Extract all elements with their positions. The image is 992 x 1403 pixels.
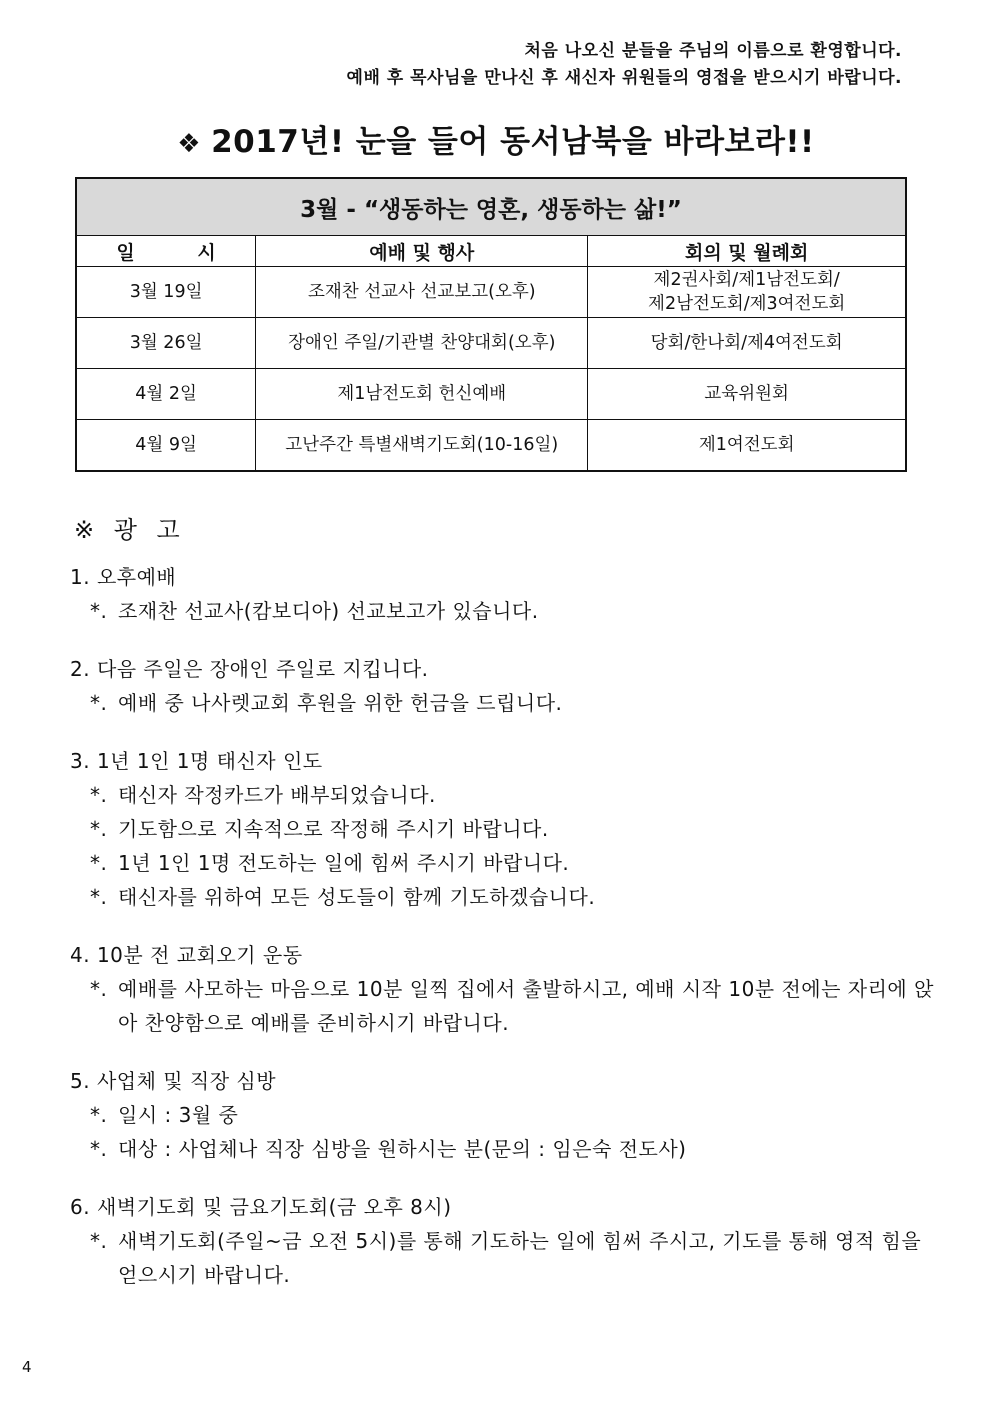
announcement-text: 예배 중 나사렛교회 후원을 위한 헌금을 드립니다. (118, 691, 563, 715)
announcement-line (70, 686, 940, 720)
row-meeting: 제1여전도회 (588, 420, 906, 472)
row-event: 제1남전도회 헌신예배 (256, 369, 588, 420)
announcement-item (70, 1190, 940, 1292)
bullet-marker: *. (90, 1103, 108, 1127)
schedule-month-title: 3월 - “생동하는 영혼, 생동하는 삶!” (76, 178, 906, 236)
announcement-text: 예배를 사모하는 마음으로 10분 일찍 집에서 출발하시고, 예배 시작 10분 전에는 자리에 앉아 찬양함으로 예배를 준비하시기 바랍니다. (118, 977, 934, 1035)
row-event: 장애인 주일/기관별 찬양대회(오후) (256, 318, 588, 369)
schedule-table (75, 177, 907, 472)
announcement-item (70, 1064, 940, 1166)
announcement-title: 1. 오후예배 (70, 565, 177, 589)
header-meeting: 회의 및 월례회 (588, 236, 906, 267)
bullet-marker: *. (90, 1229, 108, 1253)
row-meeting (588, 267, 906, 318)
announcement-line (70, 778, 940, 812)
schedule-month-row (76, 178, 906, 236)
row-date: 4월 2일 (76, 369, 256, 420)
announcement-title: 6. 새벽기도회 및 금요기도회(금 오후 8시) (70, 1195, 452, 1219)
bullet-marker: *. (90, 851, 108, 875)
announcement-text: 일시 : 3월 중 (118, 1103, 239, 1127)
announcement-item (70, 652, 940, 720)
announcement-item (70, 744, 940, 914)
bullet-marker: *. (90, 977, 108, 1001)
page-number: 4 (22, 1358, 32, 1376)
announcement-title: 5. 사업체 및 직장 심방 (70, 1069, 277, 1093)
row-meeting-line-1: 제2권사회/제1남전도회/ (653, 270, 840, 290)
announcements-list (70, 560, 940, 1316)
announcement-title: 3. 1년 1인 1명 태신자 인도 (70, 749, 323, 773)
announcement-line (70, 1132, 940, 1166)
headline-text: 2017년! 눈을 들어 동서남북을 바라보라!! (211, 124, 815, 160)
announcement-title: 4. 10분 전 교회오기 운동 (70, 943, 303, 967)
header-event: 예배 및 행사 (256, 236, 588, 267)
announcement-item (70, 938, 940, 1040)
table-row (76, 369, 906, 420)
table-row (76, 420, 906, 472)
table-row (76, 267, 906, 318)
header-date: 일 시 (76, 236, 256, 267)
announcement-text: 1년 1인 1명 전도하는 일에 힘써 주시기 바랍니다. (118, 851, 570, 875)
bullet-marker: *. (90, 1137, 108, 1161)
row-meeting: 당회/한나회/제4여전도회 (588, 318, 906, 369)
announcement-line (70, 880, 940, 914)
row-date: 4월 9일 (76, 420, 256, 472)
diamond-bullet-icon: ❖ (177, 129, 202, 159)
announcement-line (70, 846, 940, 880)
row-event: 고난주간 특별새벽기도회(10-16일) (256, 420, 588, 472)
bullet-marker: *. (90, 691, 108, 715)
bullet-marker: *. (90, 817, 108, 841)
announcement-line (70, 812, 940, 846)
page-headline (0, 116, 992, 161)
welcome-notice (347, 38, 902, 92)
welcome-line-2: 예배 후 목사님을 만나신 후 새신자 위원들의 영접을 받으시기 바랍니다. (346, 68, 902, 88)
announcement-title: 2. 다음 주일은 장애인 주일로 지킵니다. (70, 657, 429, 681)
schedule-header-row (76, 236, 906, 267)
announcement-text: 조재찬 선교사(캄보디아) 선교보고가 있습니다. (118, 599, 539, 623)
announcement-text: 태신자 작정카드가 배부되었습니다. (118, 783, 436, 807)
table-row (76, 318, 906, 369)
announcements-title: ※ 광 고 (74, 516, 186, 544)
bullet-marker: *. (90, 885, 108, 909)
announcement-text: 대상 : 사업체나 직장 심방을 원하시는 분(문의 : 임은숙 전도사) (118, 1137, 687, 1161)
bullet-marker: *. (90, 783, 108, 807)
row-date: 3월 19일 (76, 267, 256, 318)
row-event: 조재찬 선교사 선교보고(오후) (256, 267, 588, 318)
announcement-line (70, 1224, 940, 1292)
welcome-line-1: 처음 나오신 분들을 주님의 이름으로 환영합니다. (524, 41, 902, 61)
announcement-line (70, 1098, 940, 1132)
row-meeting: 교육위원회 (588, 369, 906, 420)
bullet-marker: *. (90, 599, 108, 623)
announcement-line (70, 594, 940, 628)
announcement-text: 기도함으로 지속적으로 작정해 주시기 바랍니다. (118, 817, 549, 841)
announcement-text: 새벽기도회(주일~금 오전 5시)를 통해 기도하는 일에 힘써 주시고, 기도를 통해 영적 힘을 얻으시기 바랍니다. (118, 1229, 922, 1287)
announcement-item (70, 560, 940, 628)
row-date: 3월 26일 (76, 318, 256, 369)
row-meeting-line-2: 제2남전도회/제3여전도회 (648, 294, 846, 314)
announcement-line (70, 972, 940, 1040)
announcement-text: 태신자를 위하여 모든 성도들이 함께 기도하겠습니다. (118, 885, 596, 909)
